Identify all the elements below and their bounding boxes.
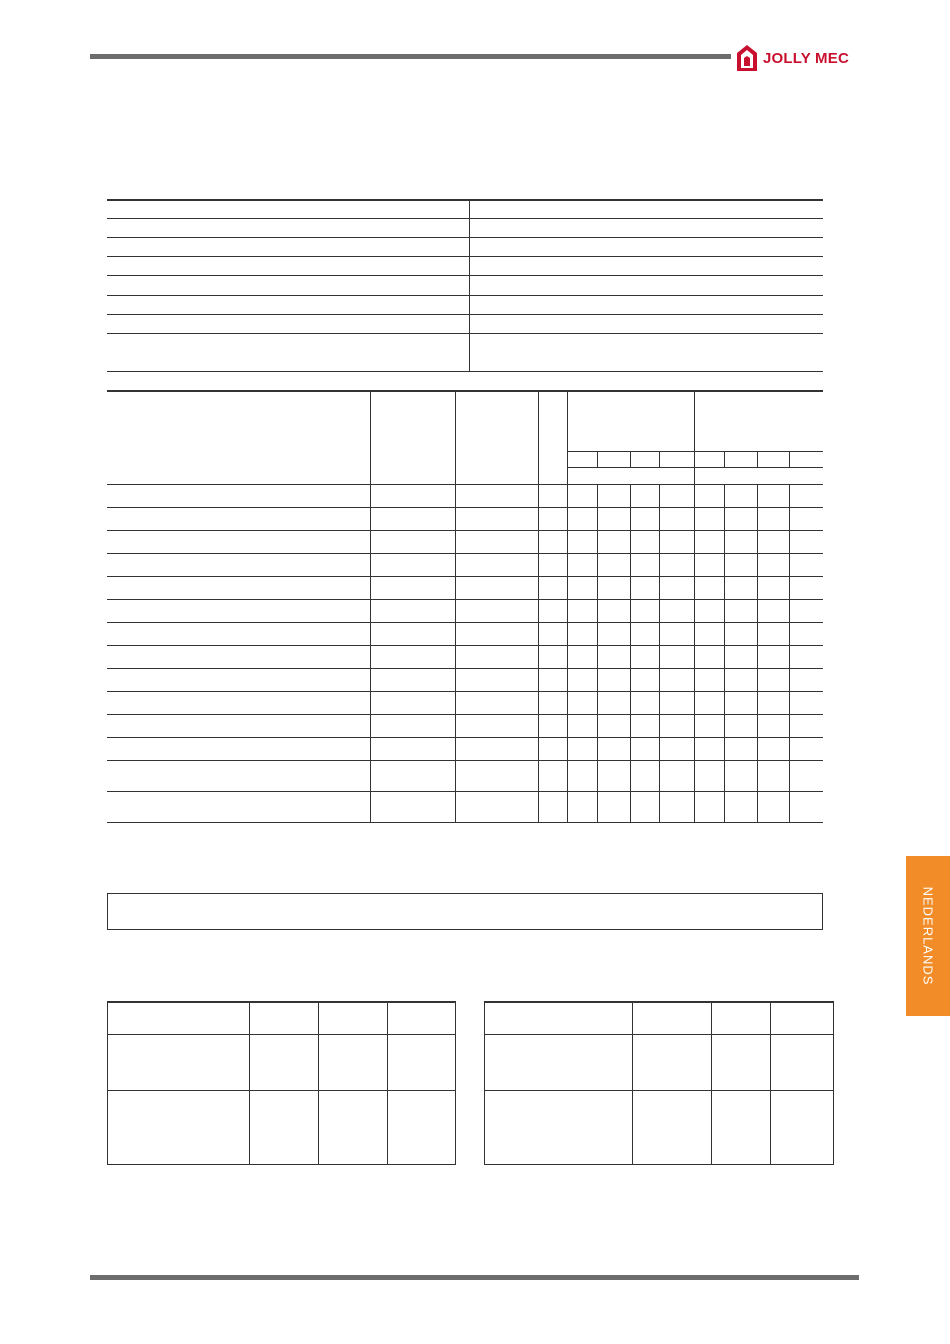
language-tab[interactable] — [906, 856, 950, 1016]
table-row — [108, 1090, 456, 1164]
lower-right-table — [484, 1001, 834, 1165]
header-rule — [90, 54, 731, 59]
footer-rule — [90, 1275, 859, 1280]
table-row — [108, 1034, 456, 1090]
jolly-mec-flame-icon — [736, 44, 758, 72]
lower-left-table — [107, 1001, 456, 1165]
table-row — [485, 1002, 834, 1034]
note-box — [107, 893, 823, 930]
table-row — [485, 1090, 834, 1164]
table-row — [108, 1002, 456, 1034]
language-tab-label: NEDERLANDS — [920, 886, 936, 986]
brand-name: JOLLY MEC — [763, 49, 849, 67]
table-row — [485, 1034, 834, 1090]
brand-logo — [736, 42, 858, 74]
